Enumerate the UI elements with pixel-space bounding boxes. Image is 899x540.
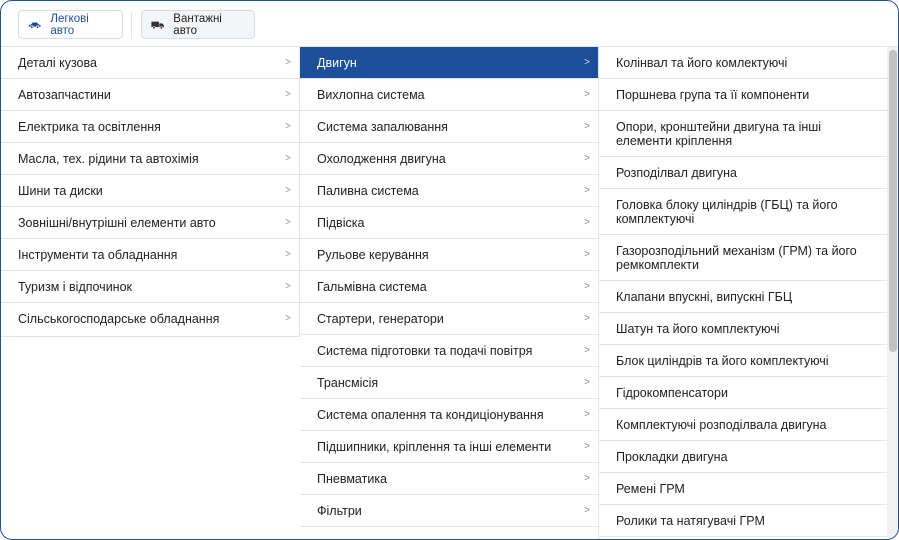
category-label: Зовнішні/внутрішні елементи авто bbox=[18, 215, 216, 230]
chevron-right-icon: > bbox=[584, 472, 590, 484]
item-label: Газорозподільний механізм (ГРМ) та його ремкомплекти bbox=[616, 243, 857, 272]
subcategory-label: Підвіска bbox=[317, 215, 365, 230]
tab-cars[interactable] bbox=[18, 10, 123, 39]
category-item[interactable] bbox=[1, 79, 299, 111]
subcategory-label: Гальмівна система bbox=[317, 279, 427, 294]
category-item[interactable] bbox=[1, 207, 299, 239]
category-label: Сільськогосподарське обладнання bbox=[18, 312, 220, 326]
tab-divider bbox=[131, 12, 132, 38]
chevron-right-icon: > bbox=[584, 120, 590, 132]
subcategory-label: Охолодження двигуна bbox=[317, 151, 446, 166]
item-label: Шатун та його комплектуючі bbox=[616, 321, 780, 336]
item-list bbox=[599, 47, 887, 540]
chevron-right-icon: > bbox=[584, 88, 590, 100]
car-icon bbox=[28, 20, 41, 30]
subcategory-item[interactable] bbox=[300, 463, 598, 495]
subcategory-item[interactable] bbox=[300, 143, 598, 175]
category-list bbox=[1, 47, 300, 337]
item-link[interactable] bbox=[599, 473, 887, 505]
category-label: Масла, тех. рідини та автохімія bbox=[18, 151, 199, 166]
subcategory-item[interactable] bbox=[300, 399, 598, 431]
category-label: Шини та диски bbox=[18, 183, 103, 198]
subcategory-label: Вихлопна система bbox=[317, 87, 425, 102]
subcategory-item[interactable] bbox=[300, 79, 598, 111]
item-link[interactable] bbox=[599, 441, 887, 473]
chevron-right-icon: > bbox=[584, 216, 590, 228]
item-link[interactable] bbox=[599, 47, 887, 79]
chevron-right-icon: > bbox=[584, 184, 590, 196]
chevron-right-icon: > bbox=[584, 248, 590, 260]
category-label: Електрика та освітлення bbox=[18, 119, 161, 134]
item-label: Колінвал та його комлектуючі bbox=[616, 55, 788, 70]
item-label: Ролики та натягувачі ГРМ bbox=[616, 513, 765, 528]
subcategory-item[interactable] bbox=[300, 207, 598, 239]
vehicle-type-tabs bbox=[1, 1, 898, 47]
item-link[interactable] bbox=[599, 189, 887, 235]
item-label: Гідрокомпенсатори bbox=[616, 385, 728, 400]
chevron-right-icon: > bbox=[584, 56, 590, 68]
chevron-right-icon: > bbox=[285, 280, 291, 292]
chevron-right-icon: > bbox=[285, 313, 291, 324]
category-item[interactable] bbox=[1, 175, 299, 207]
category-label: Деталі кузова bbox=[18, 55, 97, 70]
category-item[interactable] bbox=[1, 143, 299, 175]
tab-trucks[interactable] bbox=[141, 10, 255, 39]
category-label: Туризм і відпочинок bbox=[18, 279, 133, 294]
item-link[interactable] bbox=[599, 111, 887, 157]
category-label: Автозапчастини bbox=[18, 87, 111, 102]
item-link[interactable] bbox=[599, 505, 887, 537]
category-label: Інструменти та обладнання bbox=[18, 247, 178, 262]
subcategory-label: Система запалювання bbox=[317, 119, 448, 134]
subcategory-item[interactable] bbox=[300, 111, 598, 143]
subcategory-label: Трансмісія bbox=[317, 375, 379, 390]
subcategory-item[interactable] bbox=[300, 239, 598, 271]
subcategory-label: Пневматика bbox=[317, 471, 388, 486]
subcategory-item[interactable] bbox=[300, 495, 598, 527]
subcategory-item[interactable] bbox=[300, 431, 598, 463]
chevron-right-icon: > bbox=[285, 152, 291, 164]
item-label: Прокладки двигуна bbox=[616, 449, 728, 464]
item-label: Блок циліндрів та його комплектуючі bbox=[616, 353, 829, 368]
subcategory-label: Стартери, генератори bbox=[317, 311, 444, 326]
subcategory-label: Рульове керування bbox=[317, 247, 429, 262]
subcategory-item[interactable] bbox=[300, 303, 598, 335]
category-item[interactable] bbox=[1, 271, 299, 303]
subcategory-item-active[interactable] bbox=[300, 47, 598, 79]
subcategory-list bbox=[300, 47, 599, 540]
chevron-right-icon: > bbox=[285, 248, 291, 260]
item-link[interactable] bbox=[599, 377, 887, 409]
scrollbar-thumb[interactable] bbox=[889, 50, 897, 352]
subcategory-label: Фільтри bbox=[317, 503, 362, 518]
tab-trucks-label: Вантажні авто bbox=[173, 12, 222, 37]
category-item[interactable] bbox=[1, 111, 299, 143]
subcategory-item[interactable] bbox=[300, 175, 598, 207]
subcategory-label: Система опалення та кондиціонування bbox=[317, 407, 544, 422]
item-link[interactable] bbox=[599, 281, 887, 313]
category-item[interactable] bbox=[1, 239, 299, 271]
chevron-right-icon: > bbox=[584, 280, 590, 292]
item-label: Розподілвал двигуна bbox=[616, 165, 737, 180]
item-label: Опори, кронштейни двигуна та інші елементи кріплення bbox=[616, 119, 822, 148]
subcategory-label: Система підготовки та подачі повітря bbox=[317, 343, 533, 358]
category-item[interactable] bbox=[1, 303, 299, 335]
chevron-right-icon: > bbox=[584, 440, 590, 452]
item-link[interactable] bbox=[599, 235, 887, 281]
category-item[interactable] bbox=[1, 47, 299, 79]
item-label: Головка блоку циліндрів (ГБЦ) та його комплектуючі bbox=[616, 197, 838, 226]
chevron-right-icon: > bbox=[584, 344, 590, 356]
chevron-right-icon: > bbox=[584, 152, 590, 164]
item-label: Комплектуючі розподілвала двигуна bbox=[616, 417, 827, 432]
subcategory-item[interactable] bbox=[300, 271, 598, 303]
tab-cars-label: Легкові авто bbox=[50, 12, 89, 37]
chevron-right-icon: > bbox=[584, 312, 590, 324]
chevron-right-icon: > bbox=[285, 88, 291, 100]
item-link[interactable] bbox=[599, 79, 887, 111]
truck-icon bbox=[151, 20, 164, 30]
chevron-right-icon: > bbox=[584, 408, 590, 420]
item-label: Поршнева група та її компоненти bbox=[616, 87, 810, 102]
item-link[interactable] bbox=[599, 313, 887, 345]
item-label: Клапани впускні, випускні ГБЦ bbox=[616, 289, 793, 304]
subcategory-label: Двигун bbox=[317, 55, 357, 70]
chevron-right-icon: > bbox=[285, 184, 291, 196]
chevron-right-icon: > bbox=[285, 216, 291, 228]
subcategory-label: Підшипники, кріплення та інші елементи bbox=[317, 439, 552, 454]
item-link[interactable] bbox=[599, 157, 887, 189]
subcategory-label: Паливна система bbox=[317, 183, 419, 198]
chevron-right-icon: > bbox=[584, 504, 590, 516]
subcategory-item[interactable] bbox=[300, 335, 598, 367]
chevron-right-icon: > bbox=[285, 120, 291, 132]
chevron-right-icon: > bbox=[285, 56, 291, 68]
subcategory-item[interactable] bbox=[300, 367, 598, 399]
item-label: Ремені ГРМ bbox=[616, 481, 685, 496]
item-link[interactable] bbox=[599, 345, 887, 377]
chevron-right-icon: > bbox=[584, 376, 590, 388]
item-link[interactable] bbox=[599, 409, 887, 441]
